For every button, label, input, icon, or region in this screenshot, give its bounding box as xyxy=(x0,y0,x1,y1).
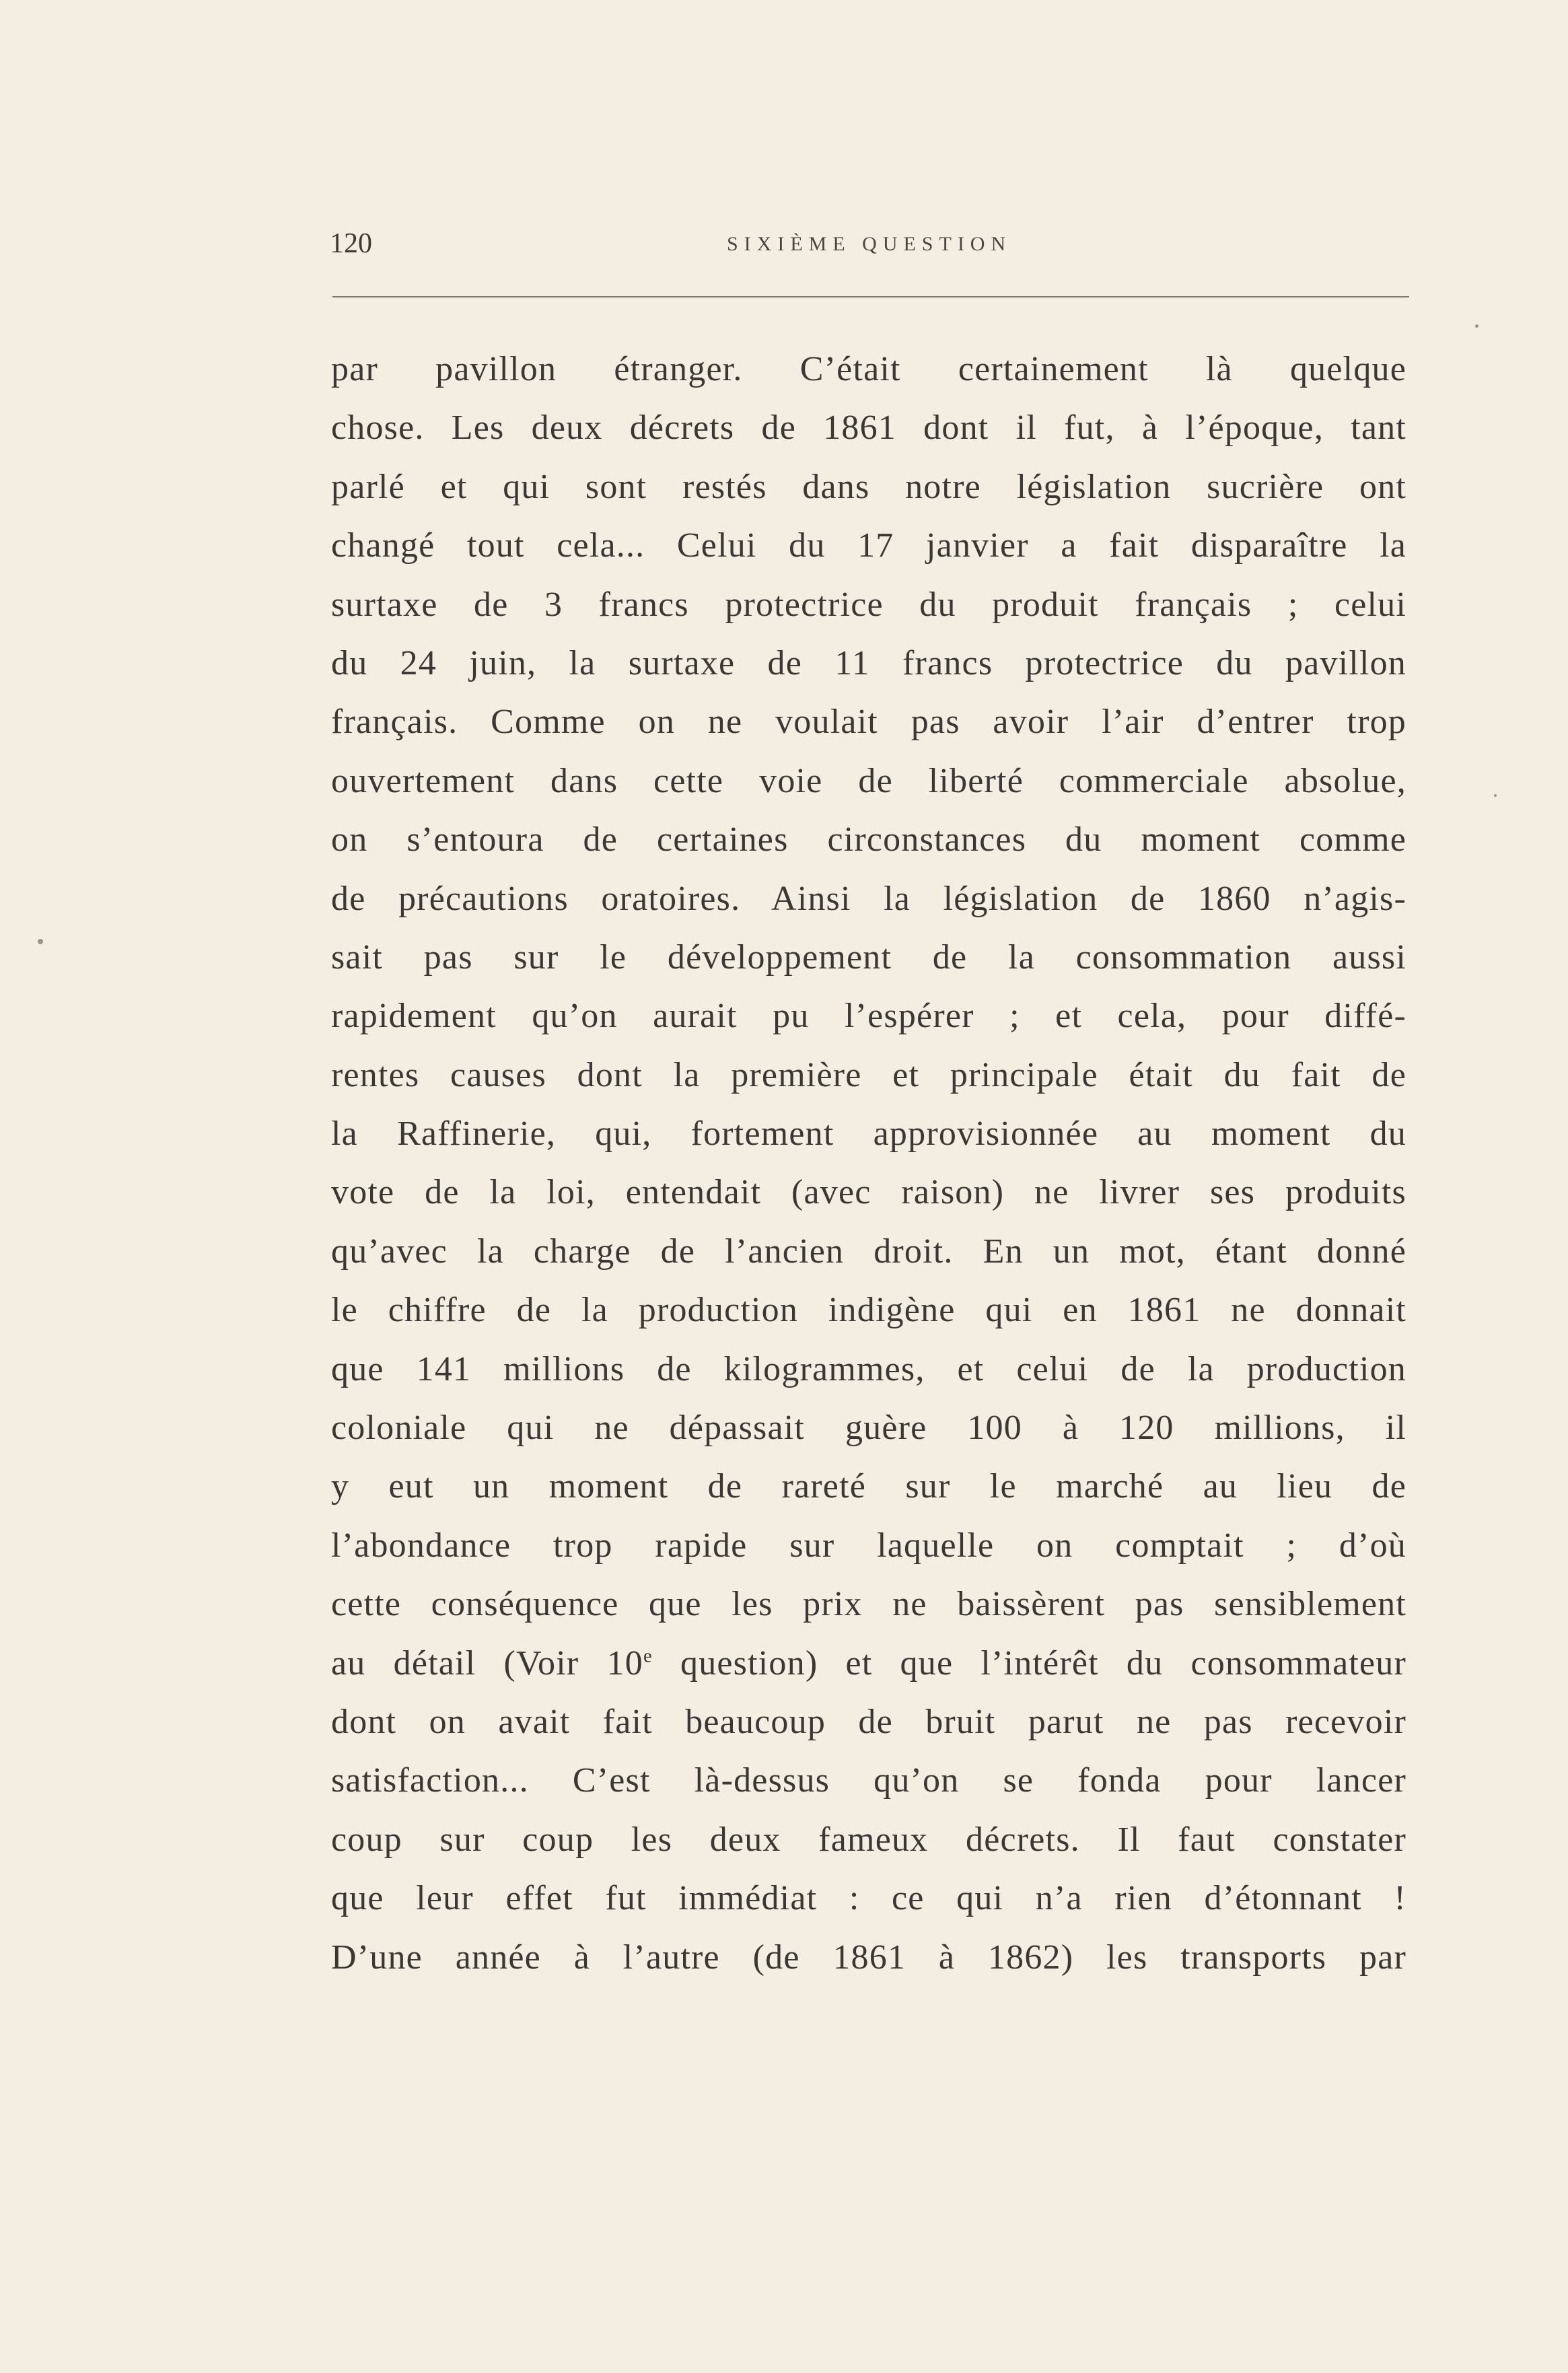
text-line: du 24 juin, la surtaxe de 11 francs protectrice du pavillon xyxy=(331,643,1406,682)
running-head: SIXIÈME QUESTION xyxy=(727,233,1012,255)
text-line: on s’entoura de certaines circonstances du moment comme xyxy=(331,820,1406,859)
text-line: vote de la loi, entendait (avec raison) ne livrer ses produits xyxy=(331,1173,1406,1212)
page-header xyxy=(330,227,1406,268)
text-line: sait pas sur le développement de la consommation aussi xyxy=(331,937,1406,977)
text-line: de précautions oratoires. Ainsi la législation de 1860 n’agis- xyxy=(331,879,1406,918)
text-line: coloniale qui ne dépassait guère 100 à 120 millions, il xyxy=(331,1409,1406,1448)
body-text xyxy=(331,340,1406,2036)
text-line: y eut un moment de rareté sur le marché au lieu de xyxy=(331,1467,1406,1506)
text-line: rentes causes dont la première et principale était du fait de xyxy=(331,1055,1406,1094)
text-line: cette conséquence que les prix ne baissèrent pas sensiblement xyxy=(331,1585,1406,1624)
text-line: la Raffinerie, qui, fortement approvisionnée au moment du xyxy=(331,1114,1406,1154)
superscript: e xyxy=(643,1645,653,1667)
page-number: 120 xyxy=(330,228,372,259)
text-line: français. Comme on ne voulait pas avoir l’air d’entrer trop xyxy=(331,703,1406,742)
text-fragment: au détail (Voir 10 xyxy=(331,1643,643,1683)
text-line: satisfaction... C’est là-dessus qu’on se fonda pour lancer xyxy=(331,1761,1406,1800)
text-line: coup sur coup les deux fameux décrets. Il faut constater xyxy=(331,1820,1406,1859)
paper-speck xyxy=(1475,324,1478,328)
text-fragment: question) et que l’intérêt du consommateur xyxy=(652,1643,1406,1683)
text-line: que leur effet fut immédiat : ce qui n’a rien d’étonnant ! xyxy=(331,1879,1406,1918)
text-line: parlé et qui sont restés dans notre législation sucrière ont xyxy=(331,467,1406,506)
text-line: que 141 millions de kilogrammes, et celui de la production xyxy=(331,1349,1406,1388)
text-line: D’une année à l’autre (de 1861 à 1862) les transports par xyxy=(331,1938,1406,1977)
text-line-with-superscript xyxy=(331,1634,1406,1693)
paper-speck xyxy=(38,939,43,944)
text-line: dont on avait fait beaucoup de bruit parut ne pas recevoir xyxy=(331,1702,1406,1741)
text-line: qu’avec la charge de l’ancien droit. En un mot, étant donné xyxy=(331,1232,1406,1271)
header-rule xyxy=(332,296,1409,297)
text-line: surtaxe de 3 francs protectrice du produit français ; celui xyxy=(331,585,1406,624)
paper-speck xyxy=(1494,794,1497,797)
text-line: ouvertement dans cette voie de liberté commerciale absolue, xyxy=(331,761,1406,800)
text-line: l’abondance trop rapide sur laquelle on comptait ; d’où xyxy=(331,1526,1406,1565)
text-line: rapidement qu’on aurait pu l’espérer ; et cela, pour diffé- xyxy=(331,997,1406,1036)
text-line: le chiffre de la production indigène qui en 1861 ne donnait xyxy=(331,1291,1406,1330)
text-line: changé tout cela... Celui du 17 janvier a fait disparaître la xyxy=(331,526,1406,565)
text-line: chose. Les deux décrets de 1861 dont il fut, à l’époque, tant xyxy=(331,409,1406,448)
text-line: par pavillon étranger. C’était certainement là quelque xyxy=(331,350,1406,388)
